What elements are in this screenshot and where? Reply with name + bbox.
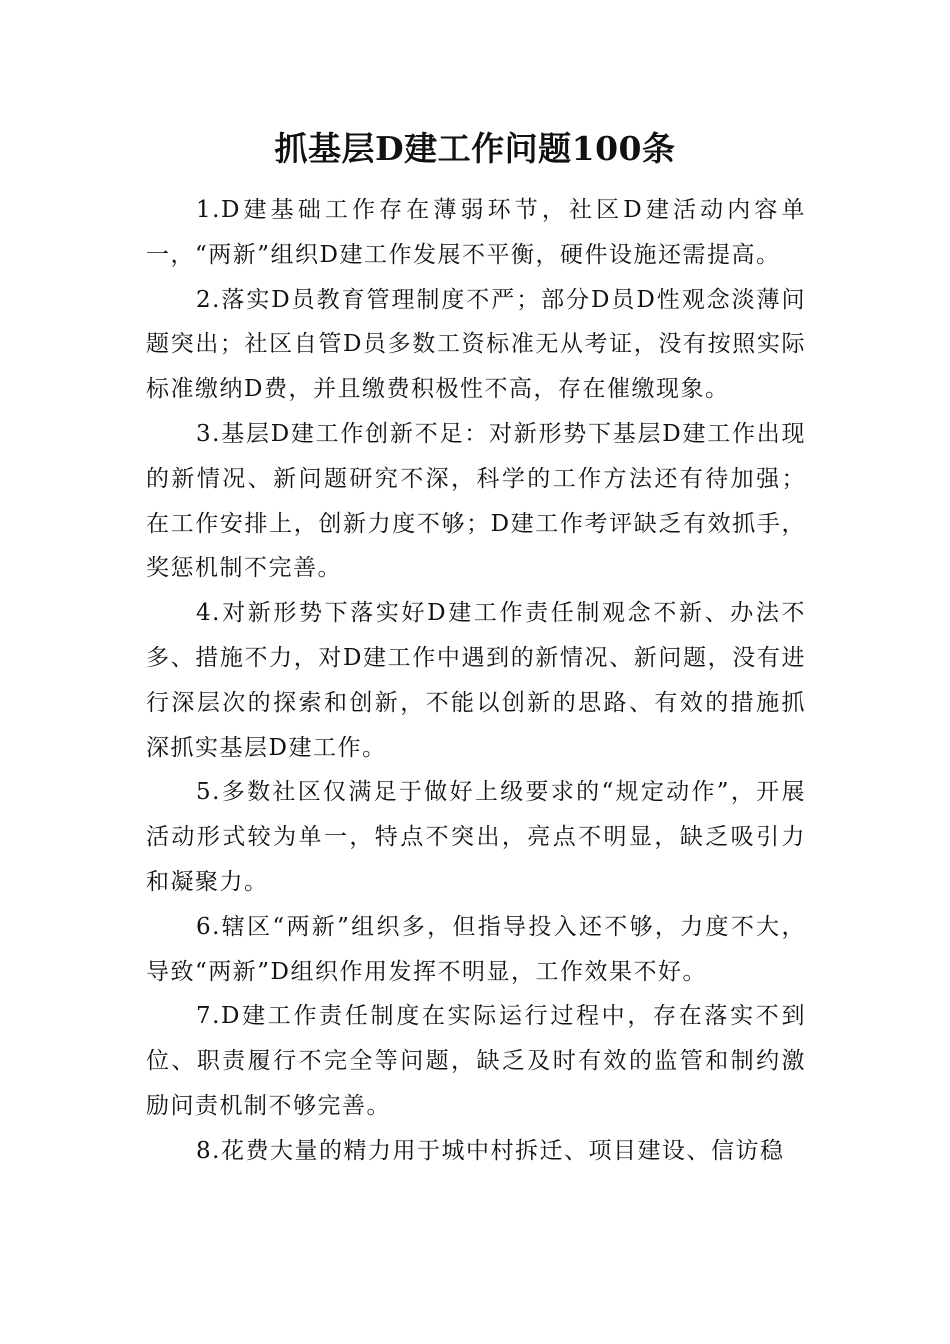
paragraph-4: 4.对新形势下落实好D建工作责任制观念不新、办法不多、措施不力，对D建工作中遇到的新情况、新问题，没有进行深层次的探索和创新，不能以创新的思路、有效的措施抓深抓实基层D建工作。 (146, 600, 806, 761)
paragraph-7: 7.D建工作责任制度在实际运行过程中，存在落实不到位、职责履行不完全等问题，缺乏及时有效的监管和制约激励问责机制不够完善。 (146, 1003, 806, 1119)
paragraph-8: 8.花费大量的精力用于城中村拆迁、项目建设、信访稳 (196, 1137, 785, 1164)
document-body (146, 188, 806, 1174)
paragraph-6: 6.辖区“两新”组织多，但指导投入还不够，力度不大，导致“两新”D组织作用发挥不明显，工作效果不好。 (146, 913, 806, 985)
paragraph-1: 1.D建基础工作存在薄弱环节，社区D建活动内容单一，“两新”组织D建工作发展不平衡，硬件设施还需提高。 (146, 197, 806, 268)
paragraph-3: 3.基层D建工作创新不足：对新形势下基层D建工作出现的新情况、新问题研究不深，科学的工作方法还有待加强；在工作安排上，创新力度不够；D建工作考评缺乏有效抓手，奖惩机制不完善。 (146, 420, 806, 582)
paragraph-5: 5.多数社区仅满足于做好上级要求的“规定动作”，开展活动形式较为单一，特点不突出，亮点不明显，缺乏吸引力和凝聚力。 (146, 779, 806, 895)
document-title: 抓基层D建工作问题100条 (274, 129, 676, 168)
paragraph-2: 2.落实D员教育管理制度不严；部分D员D性观念淡薄问题突出；社区自管D员多数工资标准无从考证，没有按照实际标准缴纳D费，并且缴费积极性不高，存在催缴现象。 (146, 286, 806, 403)
